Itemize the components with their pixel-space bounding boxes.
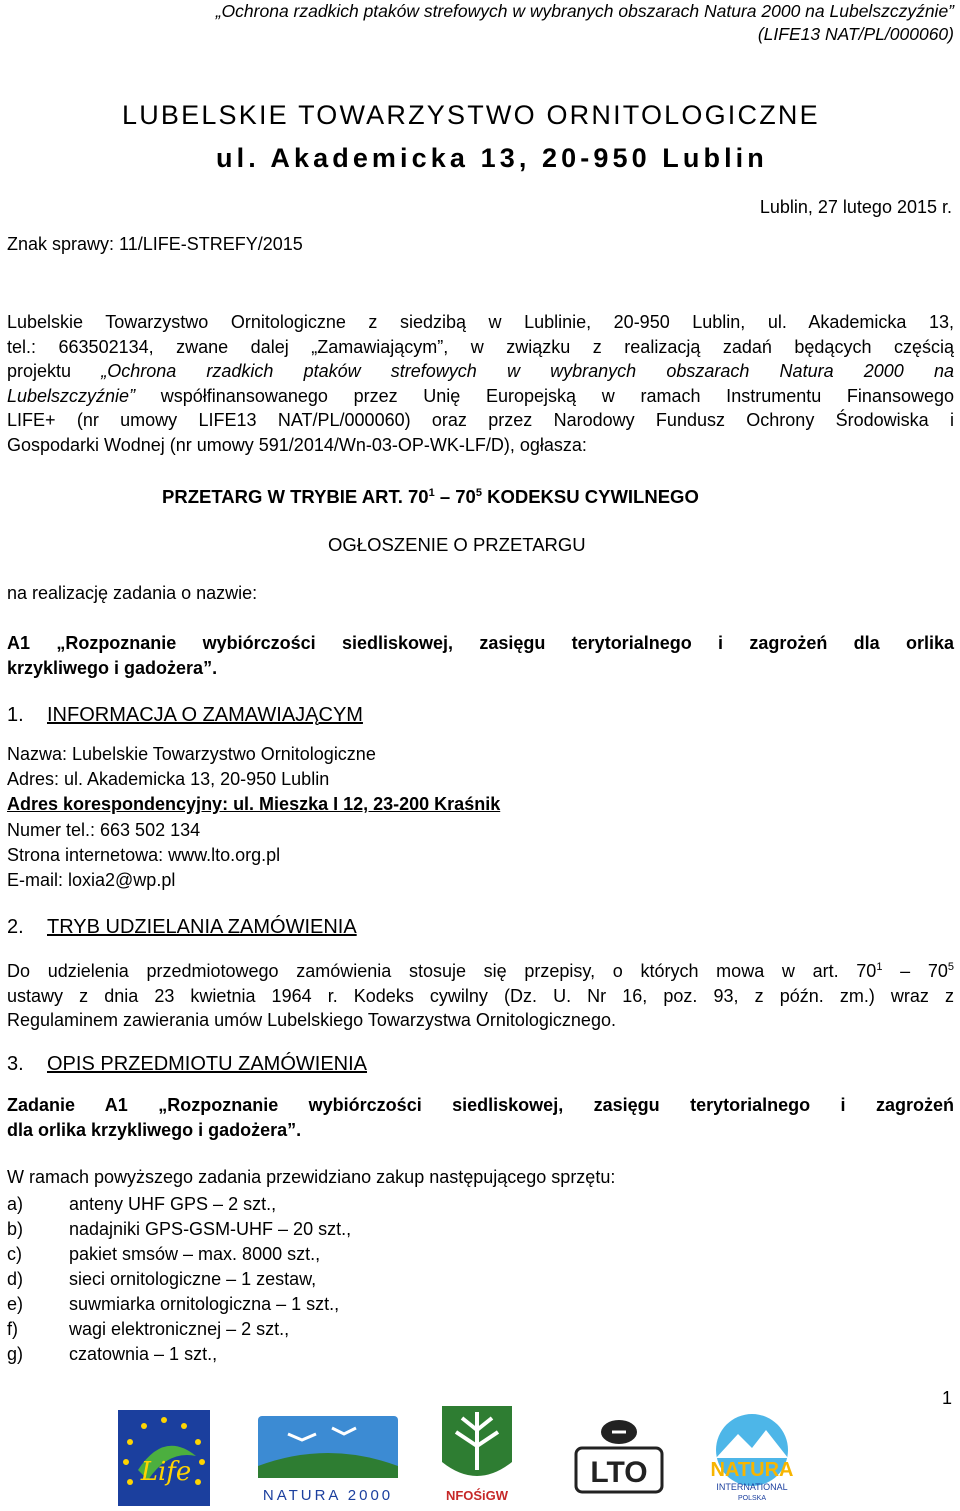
intro-line: LIFE+ (nr umowy LIFE13 NAT/PL/000060) oraz przez Narodowy Fundusz Ochrony Środowiska i [7, 410, 954, 431]
task-name [7, 631, 954, 680]
life-text: Life [140, 1457, 192, 1487]
tender-title-text: – 70 [434, 486, 476, 507]
lto-text: LTO [590, 1456, 648, 1489]
procedure-line: ustawy z dnia 23 kwietnia 1964 r. Kodeks cywilny (Dz. U. Nr 16, poz. 93, z późn. zm.) wraz z [7, 985, 954, 1006]
superscript: 1 [428, 486, 435, 499]
list-letter: a) [7, 1194, 24, 1214]
section-title: OPIS PRZEDMIOTU ZAMÓWIENIA [47, 1053, 368, 1075]
natura-int-sub-text: INTERNATIONAL [716, 1482, 788, 1492]
life-emblem-icon [118, 1410, 210, 1506]
natura2000-emblem-icon [248, 1410, 408, 1506]
section-title: INFORMACJA O ZAMAWIAJĄCYM [47, 704, 363, 726]
section-1-heading [7, 704, 363, 727]
list-letter: c) [7, 1244, 22, 1264]
announcement-title: OGŁOSZENIE O PRZETARGU [328, 534, 586, 555]
project-code: (LIFE13 NAT/PL/000060) [757, 24, 954, 44]
section-number: 2. [7, 916, 24, 938]
organization-address: ul. Akademicka 13, 20-950 Lublin [216, 143, 768, 173]
natura-int-country-text: POLSKA [737, 1495, 767, 1502]
lto-logo [572, 1410, 666, 1506]
superscript: 5 [475, 486, 482, 499]
case-reference: Znak sprawy: 11/LIFE-STREFY/2015 [7, 234, 303, 254]
project-title: „Ochrona rzadkich ptaków strefowych w wybranych obszarach Natura 2000 na Lubelszczyźnie” [215, 1, 954, 21]
list-letter: f) [7, 1319, 18, 1339]
list-item [7, 1342, 351, 1367]
list-text: wagi elektronicznej – 2 szt., [69, 1319, 290, 1339]
lto-emblem-icon [572, 1410, 666, 1506]
intro-line: Gospodarki Wodnej (nr umowy 591/2014/Wn-03-OP-WK-LF/D), ogłasza: [7, 434, 587, 455]
natura-international-logo [700, 1410, 804, 1506]
place-date: Lublin, 27 lutego 2015 r. [759, 197, 952, 217]
nfosigw-text: NFOŚiGW [445, 1488, 509, 1503]
section-2-heading [7, 916, 357, 939]
natura2000-text: NATURA 2000 [262, 1487, 394, 1504]
intro-text: współfinansowanego przez Unię Europejską w ramach Instrumentu Finansowego [135, 385, 954, 406]
nfosigw-emblem-icon [436, 1400, 518, 1506]
correspondence-address: Adres korespondencyjny: ul. Mieszka I 12, 23-200 Kraśnik [7, 794, 501, 815]
task-description-line: Zadanie A1 „Rozpoznanie wybiórczości siedliskowej, zasięgu terytorialnego i zagrożeń [7, 1095, 954, 1115]
intro-line [7, 359, 954, 384]
tender-title [162, 486, 699, 508]
superscript: 1 [876, 961, 883, 973]
task-description [7, 1093, 954, 1142]
natura2000-logo [248, 1410, 408, 1506]
equipment-intro: W ramach powyższego zadania przewidziano zakup następującego sprzętu: [7, 1167, 616, 1187]
tender-title-text: PRZETARG W TRYBIE ART. 70 [162, 486, 429, 507]
section-number: 1. [7, 704, 24, 726]
task-name-line: A1 „Rozpoznanie wybiórczości siedliskowej, zasięgu terytorialnego i zagrożeń dla orlika [7, 633, 954, 653]
list-text: suwmiarka ornitologiczna – 1 szt., [69, 1294, 340, 1314]
procedure-line [7, 955, 954, 984]
list-item [7, 1242, 351, 1267]
intro-line: Lubelskie Towarzystwo Ornitologiczne z siedzibą w Lublinie, 20-950 Lublin, ul. Akademicka 13, [7, 312, 954, 332]
intro-paragraph [7, 310, 954, 458]
procedure-text: Do udzielenia przedmiotowego zamówienia stosuje się przepisy, o których mowa w art. 70 [7, 961, 877, 981]
task-label: na realizację zadania o nazwie: [7, 583, 258, 603]
orderer-email: E-mail: loxia2@wp.pl [7, 870, 176, 891]
section-title: TRYB UDZIELANIA ZAMÓWIENIA [47, 916, 357, 938]
superscript: 5 [947, 961, 954, 973]
tender-title-text: KODEKSU CYWILNEGO [481, 486, 699, 507]
natura-int-text: NATURA [710, 1459, 794, 1481]
page-number: 1 [941, 1388, 952, 1408]
orderer-info [7, 742, 500, 893]
list-text: anteny UHF GPS – 2 szt., [69, 1194, 277, 1214]
procedure-text: – 70 [882, 961, 948, 981]
nfosigw-logo [436, 1400, 518, 1506]
project-name: „Ochrona rzadkich ptaków strefowych w wybranych obszarach Natura 2000 na [101, 361, 954, 382]
list-text: pakiet smsów – max. 8000 szt., [69, 1244, 321, 1264]
list-text: nadajniki GPS-GSM-UHF – 20 szt., [69, 1219, 352, 1239]
list-item [7, 1192, 351, 1217]
list-letter: g) [7, 1344, 24, 1364]
intro-line: tel.: 663502134, zwane dalej „Zamawiającym”, w związku z realizacją zadań będących częścią [7, 336, 954, 357]
project-header [216, 0, 954, 46]
list-item [7, 1292, 351, 1317]
orderer-website: Strona internetowa: www.lto.org.pl [7, 844, 281, 865]
intro-text: projektu [7, 361, 102, 382]
task-name-line: krzykliwego i gadożera”. [7, 657, 218, 678]
list-letter: d) [7, 1269, 24, 1289]
list-letter: b) [7, 1219, 24, 1239]
list-item [7, 1317, 351, 1342]
section-number: 3. [7, 1053, 24, 1075]
list-text: czatownia – 1 szt., [69, 1344, 218, 1364]
list-item [7, 1267, 351, 1292]
list-text: sieci ornitologiczne – 1 zestaw, [69, 1269, 317, 1289]
organization-name: LUBELSKIE TOWARZYSTWO ORNITOLOGICZNE [122, 100, 820, 130]
intro-line [7, 384, 954, 409]
task-description-line: dla orlika krzykliwego i gadożera”. [7, 1119, 302, 1140]
list-item [7, 1217, 351, 1242]
natura-international-emblem-icon [700, 1410, 804, 1506]
procedure-line: Regulaminem zawierania umów Lubelskiego Towarzystwa Ornitologicznego. [7, 1010, 616, 1031]
orderer-phone: Numer tel.: 663 502 134 [7, 819, 201, 840]
list-letter: e) [7, 1294, 24, 1314]
procedure-paragraph [7, 955, 954, 1033]
section-3-heading [7, 1053, 367, 1076]
orderer-address: Adres: ul. Akademicka 13, 20-950 Lublin [7, 769, 330, 790]
orderer-name: Nazwa: Lubelskie Towarzystwo Ornitologiczne [7, 744, 376, 764]
life-logo [118, 1410, 210, 1506]
project-name-end: Lubelszczyźnie” [7, 385, 136, 406]
equipment-list [7, 1192, 351, 1367]
